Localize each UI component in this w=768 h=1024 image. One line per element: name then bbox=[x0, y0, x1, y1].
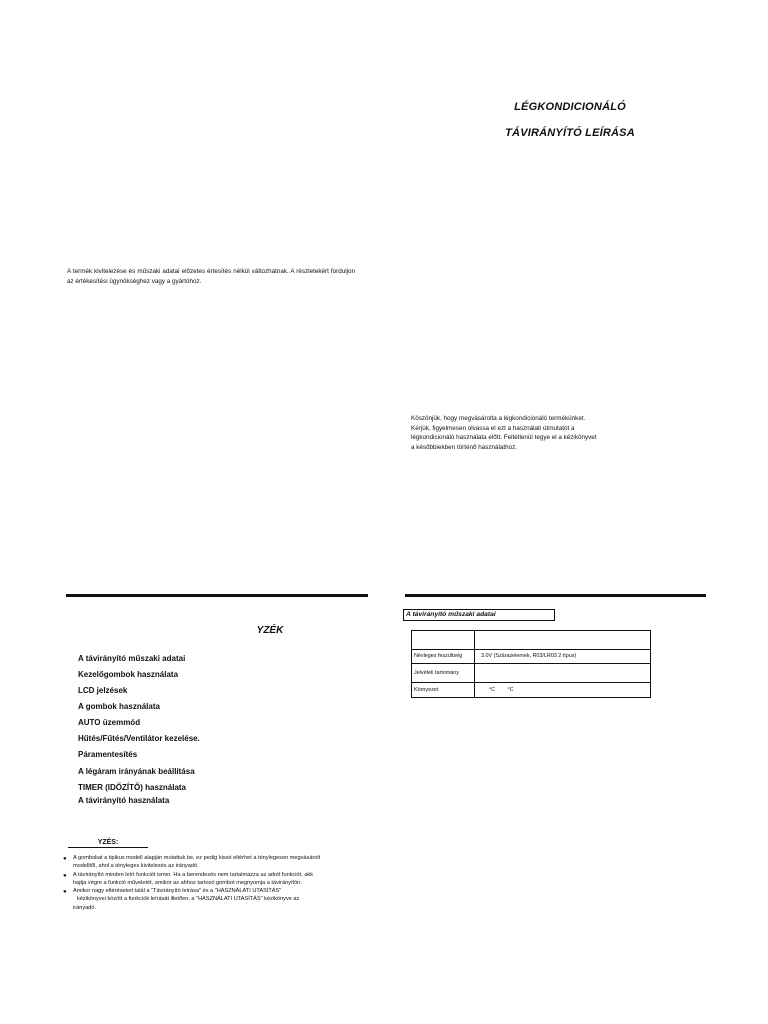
thanks-line: Köszönjük, hogy megvásárolta a légkondicionáló termékünket. bbox=[411, 415, 586, 422]
toc-item: A légáram irányának beállítása bbox=[78, 767, 195, 776]
bullet-icon: ● bbox=[63, 889, 67, 896]
toc-item: Kezelőgombok használata bbox=[78, 670, 179, 679]
right-divider bbox=[405, 594, 706, 597]
table-row bbox=[412, 631, 651, 650]
spec-label: Jelvételi tartomány bbox=[412, 664, 475, 683]
table-cell bbox=[475, 631, 651, 650]
table-cell bbox=[412, 631, 475, 650]
bullet-icon: ● bbox=[63, 856, 67, 862]
toc-title: YZÉK bbox=[256, 625, 284, 636]
temp-unit: °C bbox=[489, 686, 496, 693]
spec-label: Környezet bbox=[412, 683, 475, 698]
note-line: hajtja végre a funkció műveletét, amikor az ahhoz tartozó gombot megnyomja a távirányítón. bbox=[73, 879, 302, 886]
toc-item: A gombok használata bbox=[78, 702, 160, 711]
table-row bbox=[412, 650, 651, 664]
note-item bbox=[62, 854, 362, 871]
specs-table bbox=[411, 630, 651, 698]
toc-item: Páramentesítés bbox=[78, 750, 138, 759]
thanks-line: Kérjük, figyelmesen olvassa el ezt a használati útmutatót a bbox=[411, 424, 575, 432]
temp-unit: °C bbox=[507, 686, 514, 693]
thanks-paragraph bbox=[411, 414, 651, 452]
table-row bbox=[412, 683, 651, 698]
table-row bbox=[412, 664, 651, 683]
document-title-line2: TÁVIRÁNYÍTÓ LEÍRÁSA bbox=[505, 127, 635, 139]
toc-item: A távirányító műszaki adatai bbox=[78, 654, 186, 663]
thanks-line: a későbbiekben történő használathoz. bbox=[411, 443, 518, 451]
toc-item: LCD jelzések bbox=[78, 686, 128, 695]
spec-value bbox=[475, 664, 651, 683]
note-line: A gombokat a tipikus modell alapján mutattuk be, ez pedig kissé eltérhet a ténylegesen megvásárolt bbox=[73, 855, 321, 861]
toc-item: TIMER (IDŐZÍTŐ) használata bbox=[78, 783, 187, 792]
note-line: kézikönyvei között a funkciók leírását illetően, a "HASZNÁLATI UTASÍTÁS" kézikönyve az bbox=[77, 896, 300, 903]
note-item bbox=[62, 887, 362, 912]
note-line: Amikor nagy eltéréseket talál a "Távirányító leírása" és a "HASZNÁLATI UTASÍTÁS" bbox=[73, 888, 282, 895]
note-line: A távirányító minden leírt funkciót ismer. Ha a berendezés nem tartalmazza az adott funkciót, akk bbox=[73, 871, 314, 878]
bullet-icon: ● bbox=[63, 872, 67, 879]
toc-item: A távirányító használata bbox=[78, 796, 170, 805]
change-notice: A termék kivitelezése és műszaki adatai előzetes értesítés nélkül változhatnak. A részletekért forduljon az értékesítési ügynökséghez vagy a gyártóhoz. bbox=[67, 268, 355, 285]
note-item bbox=[62, 871, 362, 888]
document-title-line1: LÉGKONDICIONÁLÓ bbox=[514, 101, 626, 113]
notes-list bbox=[62, 854, 362, 912]
spec-label: Névleges feszültség bbox=[412, 650, 475, 664]
note-line: irányadó. bbox=[73, 904, 97, 911]
left-divider bbox=[66, 594, 368, 597]
specs-heading: A távirányító műszaki adatai bbox=[403, 609, 555, 621]
thanks-line: légkondicionáló használata előtt. Feltétlenül tegye el a kézikönyvet bbox=[411, 434, 597, 442]
notes-label: YZÉS: bbox=[68, 838, 148, 848]
note-line: modelltől, ahol a tényleges kivitelezés az irányadó. bbox=[73, 863, 199, 870]
toc-item: Hűtés/Fűtés/Ventilátor kezelése. bbox=[78, 734, 200, 743]
toc-item: AUTO üzemmód bbox=[78, 718, 141, 727]
spec-value: 3.0V (Szárazelemek, R03/LR03 2 típus) bbox=[475, 650, 651, 664]
spec-value bbox=[475, 683, 651, 698]
